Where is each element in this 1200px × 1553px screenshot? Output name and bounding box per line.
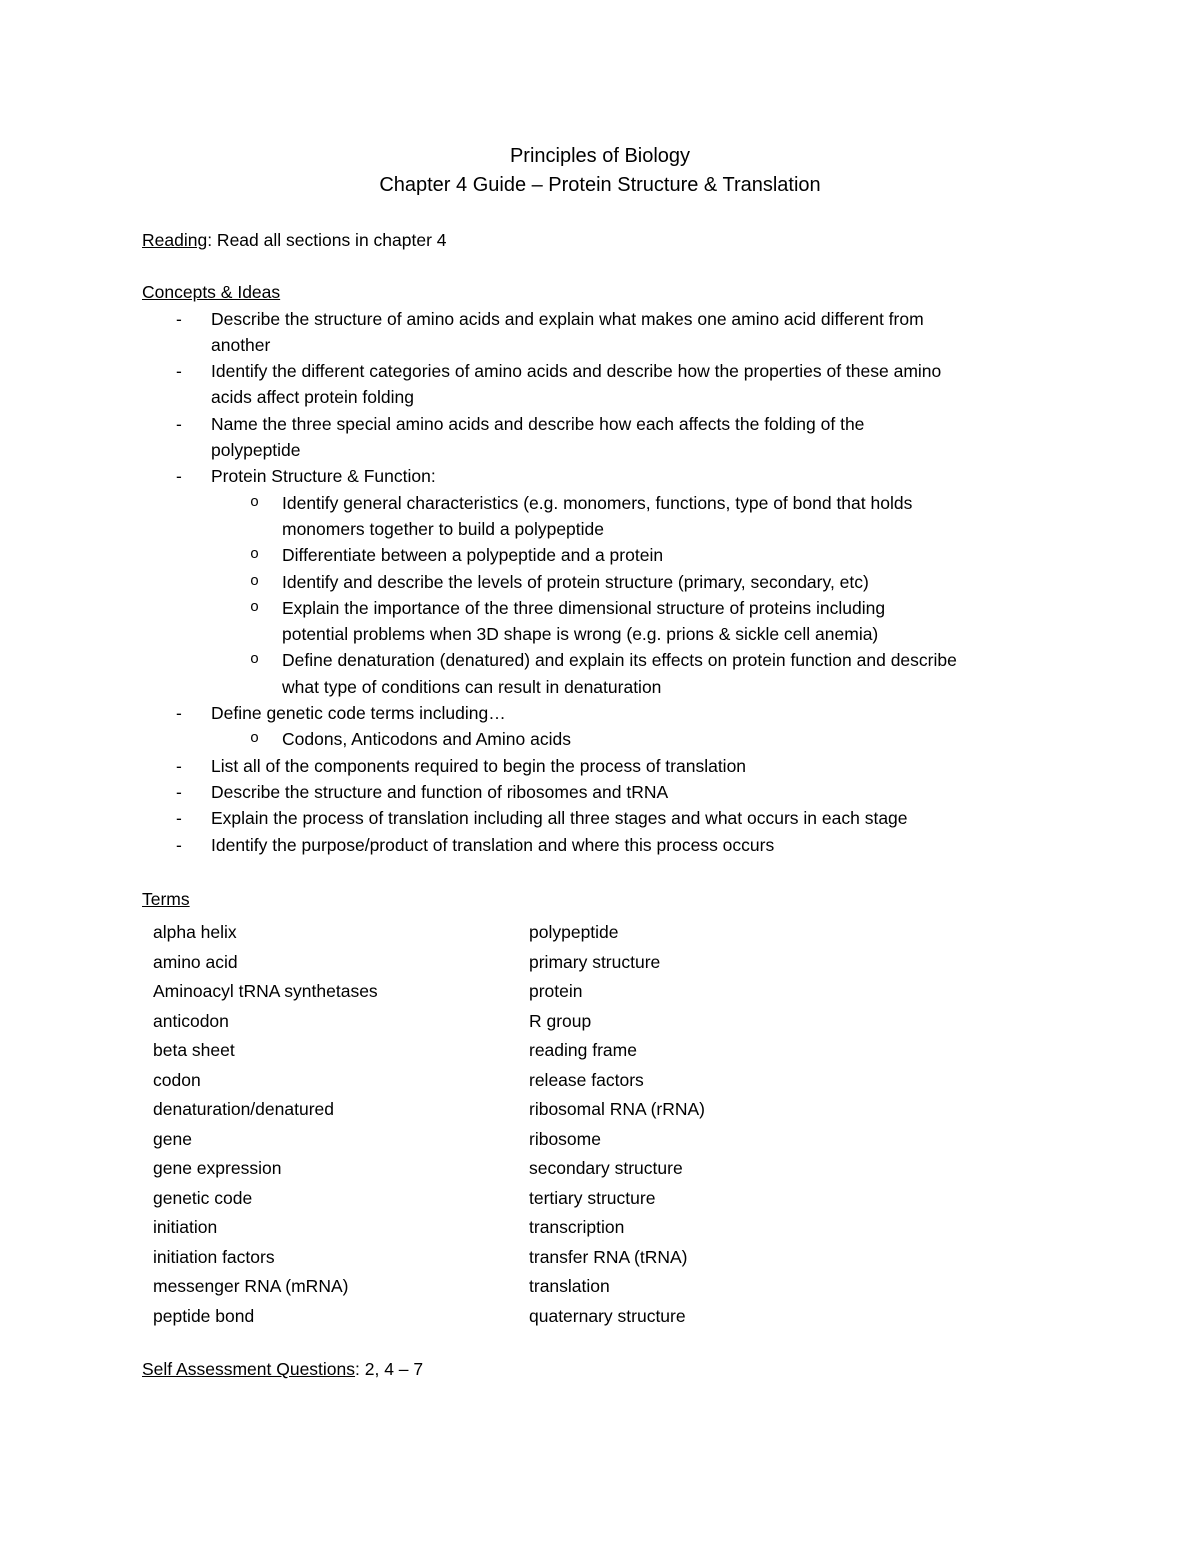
self-assessment-label: Self Assessment Questions	[142, 1359, 356, 1380]
term-item: reading frame	[529, 1040, 637, 1061]
term-item: messenger RNA (mRNA)	[153, 1276, 349, 1297]
concept-text-line: Explain the process of translation including all three stages and what occurs in each stage	[211, 808, 908, 829]
reading-label: Reading	[142, 230, 208, 250]
term-item: gene expression	[153, 1158, 282, 1179]
term-item: release factors	[529, 1069, 644, 1090]
term-item: R group	[529, 1010, 592, 1031]
concept-subtext-line: what type of conditions can result in denaturation	[282, 676, 662, 697]
self-assessment-text: : 2, 4 – 7	[355, 1359, 424, 1380]
terms-section	[142, 886, 1082, 1330]
term-item: amino acid	[153, 951, 238, 972]
concept-item	[142, 306, 1082, 359]
term-item: codon	[153, 1069, 201, 1090]
concept-sublist	[211, 490, 1082, 700]
sub-bullet-marker: o	[250, 493, 260, 511]
concept-text-line: Describe the structure and function of ribosomes and tRNA	[211, 781, 669, 802]
term-item: translation	[529, 1276, 610, 1297]
sub-bullet-marker: o	[250, 546, 260, 564]
concept-text-line: acids affect protein folding	[211, 387, 415, 408]
bullet-dash: -	[176, 808, 182, 829]
term-item: denaturation/denatured	[153, 1099, 334, 1120]
term-item: initiation factors	[153, 1246, 275, 1267]
term-item: ribosomal RNA (rRNA)	[529, 1099, 705, 1120]
concept-subtext-line: Identify and describe the levels of protein structure (primary, secondary, etc)	[282, 571, 869, 592]
term-item: quaternary structure	[529, 1305, 686, 1326]
concepts-list	[142, 306, 1082, 858]
sub-bullet-marker: o	[250, 730, 260, 748]
concept-text-line: polypeptide	[211, 440, 301, 461]
concept-subtext-line: Differentiate between a polypeptide and a protein	[282, 545, 664, 566]
reading-text: : Read all sections in chapter 4	[207, 230, 447, 250]
term-item: transcription	[529, 1217, 625, 1238]
concept-item	[142, 411, 1082, 464]
concept-text-line: Identify the purpose/product of translation and where this process occurs	[211, 834, 775, 855]
terms-heading: Terms	[142, 888, 190, 909]
term-item: primary structure	[529, 951, 661, 972]
concept-subitem	[211, 490, 1082, 543]
concept-subtext-line: Define denaturation (denatured) and explain its effects on protein function and describe	[282, 650, 957, 671]
concept-item	[142, 463, 1082, 700]
concept-text-line: Identify the different categories of amino acids and describe how the properties of these amino	[211, 361, 942, 382]
concept-text-line: another	[211, 334, 271, 355]
concept-text-line: List all of the components required to begin the process of translation	[211, 755, 747, 776]
sub-bullet-marker: o	[250, 572, 260, 590]
term-item: protein	[529, 981, 583, 1002]
concept-subitem	[211, 647, 1082, 700]
concept-text-line: Define genetic code terms including…	[211, 703, 506, 724]
term-item: gene	[153, 1128, 192, 1149]
reading-line	[142, 227, 1082, 253]
term-item: secondary structure	[529, 1158, 683, 1179]
term-item: beta sheet	[153, 1040, 235, 1061]
concept-item	[142, 753, 1082, 779]
concept-item	[142, 700, 1082, 753]
self-assessment-line	[142, 1356, 1082, 1382]
term-item: ribosome	[529, 1128, 601, 1149]
bullet-dash: -	[176, 834, 182, 855]
sub-bullet-marker: o	[250, 651, 260, 669]
concept-subitem	[211, 542, 1082, 568]
concepts-heading: Concepts & Ideas	[142, 282, 281, 303]
concept-subtext-line: Identify general characteristics (e.g. monomers, functions, type of bond that holds	[282, 492, 913, 513]
term-item: tertiary structure	[529, 1187, 656, 1208]
term-item: genetic code	[153, 1187, 253, 1208]
term-item: transfer RNA (tRNA)	[529, 1246, 688, 1267]
concept-subtext-line: Explain the importance of the three dimensional structure of proteins including	[282, 597, 886, 618]
document-title: Principles of Biology	[509, 145, 691, 167]
bullet-dash: -	[176, 466, 182, 487]
concept-text-line: Protein Structure & Function:	[211, 466, 436, 487]
concept-subtext-line: monomers together to build a polypeptide	[282, 518, 605, 539]
concept-sublist	[211, 726, 1082, 752]
concept-item	[142, 805, 1082, 831]
bullet-dash: -	[176, 413, 182, 434]
term-item: peptide bond	[153, 1305, 255, 1326]
term-item: polypeptide	[529, 922, 619, 943]
bullet-dash: -	[176, 755, 182, 776]
concept-subtext-line: potential problems when 3D shape is wrong (e.g. prions & sickle cell anemia)	[282, 624, 879, 645]
concept-text-line: Describe the structure of amino acids and explain what makes one amino acid different from	[211, 308, 924, 329]
bullet-dash: -	[176, 308, 182, 329]
term-item: initiation	[153, 1217, 218, 1238]
concept-subitem	[211, 595, 1082, 648]
concept-subitem	[211, 569, 1082, 595]
term-item: anticodon	[153, 1010, 229, 1031]
sub-bullet-marker: o	[250, 598, 260, 616]
term-item: Aminoacyl tRNA synthetases	[153, 981, 378, 1002]
concept-item	[142, 832, 1082, 858]
bullet-dash: -	[176, 781, 182, 802]
document-body	[142, 227, 1082, 1382]
document-subtitle: Chapter 4 Guide – Protein Structure & Translation	[379, 174, 821, 196]
bullet-dash: -	[176, 703, 182, 724]
concept-item	[142, 358, 1082, 411]
title-block	[0, 142, 1200, 200]
concept-item	[142, 779, 1082, 805]
concept-text-line: Name the three special amino acids and describe how each affects the folding of the	[211, 413, 865, 434]
concept-subitem	[211, 726, 1082, 752]
term-item: alpha helix	[153, 922, 237, 943]
terms-column-left	[153, 918, 378, 1331]
terms-grid	[142, 918, 1082, 1330]
terms-column-right	[529, 918, 705, 1331]
bullet-dash: -	[176, 361, 182, 382]
concept-subtext-line: Codons, Anticodons and Amino acids	[282, 729, 571, 750]
